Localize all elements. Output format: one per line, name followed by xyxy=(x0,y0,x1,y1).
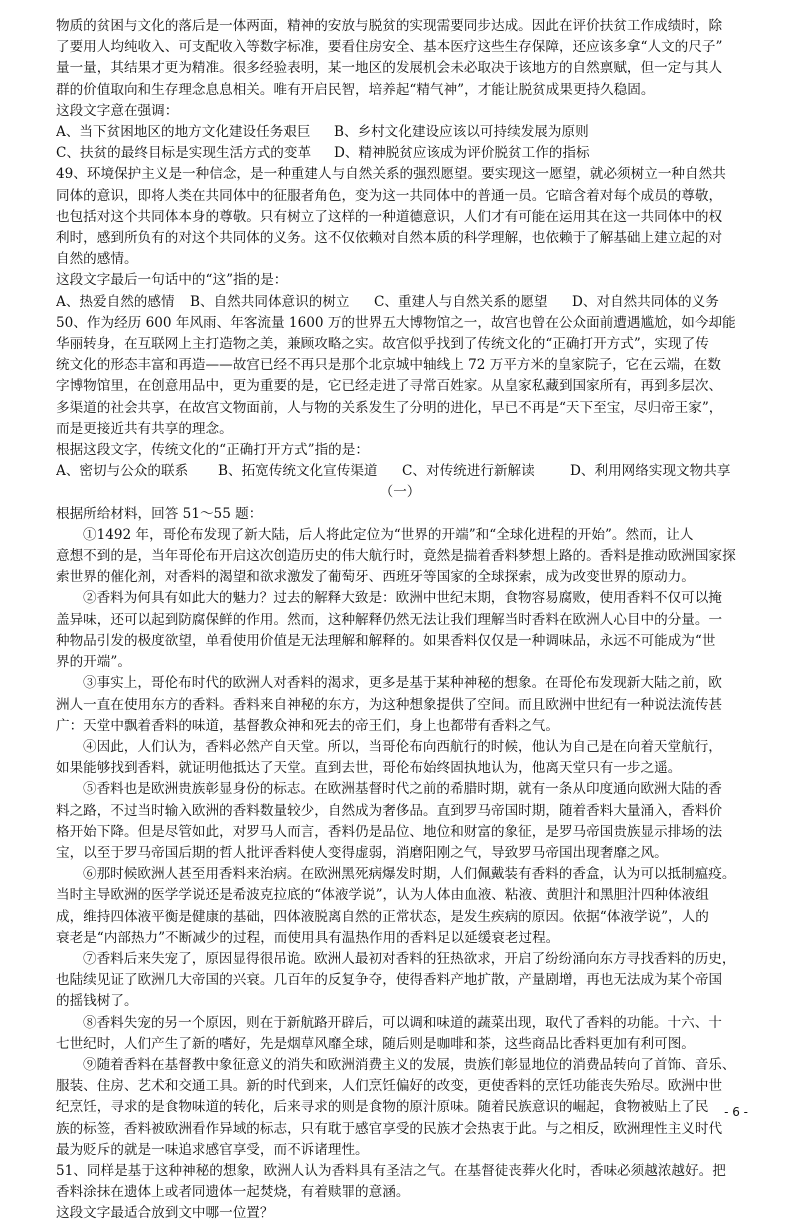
option-d[interactable]: D、对自然共同体的义务 xyxy=(572,293,719,310)
paragraph-9 xyxy=(56,1055,744,1161)
exam-page xyxy=(56,16,744,1225)
paragraph-line: ⑨随着香料在基督教中象征意义的消失和欧洲消费主义的发展，贵族们彰显地位的消费品转向了首饰、音乐、 xyxy=(83,1056,736,1073)
passage-line: 字博物馆里，在创意用品中，更为重要的是，它已经走进了寻常百姓家。从皇家私藏到国家所有，再到多层次、 xyxy=(56,378,723,395)
passage-line: 统文化的形态丰富和再造——故宫已经不再只是那个北京城中轴线上 72 万平方米的皇家院子，它在云端，在数 xyxy=(56,357,721,374)
options-row xyxy=(56,461,744,482)
paragraph-line: 索世界的催化剂，对香料的渴望和欲求激发了葡萄牙、西班牙等国家的全球探索，成为改变世界的原动力。 xyxy=(56,569,695,586)
question-51-passage xyxy=(56,1161,744,1203)
paragraph-line: 宝，以至于罗马帝国后期的哲人批评香料使人变得虚弱，消磨阳刚之气，导致罗马帝国出现奢靡之风。 xyxy=(56,844,668,861)
paragraph-line: 种物品引发的极度欲望，单看使用价值是无法理解和解释的。如果香料仅仅是一种调味品，永远不可能成为“世 xyxy=(56,632,716,649)
paragraph-7 xyxy=(56,949,744,1013)
options-row xyxy=(56,292,744,313)
option-a[interactable]: A、热爱自然的感情 xyxy=(56,293,175,310)
option-b[interactable]: B、拓宽传统文化宣传渠道 xyxy=(218,463,378,480)
question-prompt: 根据这段文字，传统文化的“正确打开方式”指的是： xyxy=(56,442,369,459)
passage-line: 50、作为经历 600 年风雨、年客流量 1600 万的世界五大博物馆之一，故宫也曾在公众面前遭遇尴尬，如今却能 xyxy=(56,314,736,331)
paragraph-line: 也陆续见证了欧洲几大帝国的兴衰。几百年的反复争夺，使得香料产地扩散，产量剧增，再也无法成为某个帝国 xyxy=(56,972,723,989)
paragraph-line: ④因此，人们认为，香料必然产自天堂。所以，当哥伦布向西航行的时候，他认为自己是在向着天堂航行， xyxy=(83,738,722,755)
paragraph-line: ⑦香料后来失宠了，原因显得很吊诡。欧洲人最初对香料的狂热欲求，开启了纷纷涌向东方寻找香料的历史， xyxy=(83,950,736,967)
paragraph-line: ③事实上，哥伦布时代的欧洲人对香料的渴求，更多是基于某种神秘的想象。在哥伦布发现新大陆之前，欧 xyxy=(83,675,722,692)
passage-line: 51、同样是基于这种神秘的想象，欧洲人认为香料具有圣洁之气。在基督徒丧葬火化时，香味必须越浓越好。把 xyxy=(56,1162,726,1179)
paragraph-line: 的摇钱树了。 xyxy=(56,993,138,1010)
paragraph-line: 意想不到的是，当年哥伦布开启这次创造历史的伟大航行时，竟然是揣着香料梦想上路的。香料是推动欧洲国家探 xyxy=(56,548,736,565)
options-row xyxy=(56,143,744,164)
passage-line: 也包括对这个共同体本身的尊敬。只有树立了这样的一种道德意识，人们才有可能在运用其在这一共同体中的权 xyxy=(56,208,723,225)
question-prompt: 这段文字意在强调： xyxy=(56,102,179,119)
passage-line: 自然的感情。 xyxy=(56,251,138,268)
option-a[interactable]: A、密切与公众的联系 xyxy=(56,463,189,480)
paragraph-line: 当时主导欧洲的医学学说还是希波克拉底的“体液学说”，认为人体由血液、粘液、黄胆汁和黑胆汁四种体液组 xyxy=(56,887,709,904)
paragraph-line: 族的标签，香料被欧洲看作异域的标志，只有耽于感官享受的民族才会热衷于此。与之相反，欧洲理性主义时代 xyxy=(56,1120,723,1137)
passage-line: 利时，感到所负有的对这个共同体的义务。这不仅依赖对自然本质的科学理解，也依赖于了解基础上建立起的对 xyxy=(56,230,723,247)
page-number: - 6 - xyxy=(724,1105,748,1119)
paragraph-line: 如果能够找到香料，就证明他抵达了天堂。直到去世，哥伦布始终固执地认为，他离天堂只有一步之遥。 xyxy=(56,760,682,777)
paragraph-line: 洲人一直在使用东方的香料。香料来自神秘的东方，为这种想象提供了空间。而且欧洲中世纪有一种说法流传甚 xyxy=(56,696,723,713)
passage-line: 群的价值取向和生存理念息息相关。唯有开启民智，培养起“精气神”，才能让脱贫成果更持久稳固。 xyxy=(56,81,655,98)
option-d[interactable]: D、利用网络实现文物共享 xyxy=(570,463,731,480)
passage-line: 而是更接近共有共享的理念。 xyxy=(56,420,233,437)
paragraph-line: ⑧香料失宠的另一个原因，则在于新航路开辟后，可以调和味道的蔬菜出现，取代了香料的功能。十六、十 xyxy=(83,1014,722,1031)
question-50-passage xyxy=(56,313,744,440)
passage-line: 同体的意识，即将人类在共同体中的征服者角色，变为这一共同体中的普通一员。它暗含着对每个成员的尊敬， xyxy=(56,187,723,204)
paragraph-4 xyxy=(56,737,744,779)
option-c[interactable]: C、重建人与自然关系的愿望 xyxy=(374,293,548,310)
option-b[interactable]: B、乡村文化建设应该以可持续发展为原则 xyxy=(334,124,589,141)
paragraph-line: 服装、住房、艺术和交通工具。新的时代到来，人们烹饪偏好的改变，更使香料的烹饪功能丧失殆尽。欧洲中世 xyxy=(56,1078,723,1095)
option-b[interactable]: B、自然共同体意识的树立 xyxy=(190,293,350,310)
paragraph-2 xyxy=(56,588,744,673)
passage-line: 华丽转身，在互联网上主打造物之美，兼顾攻略之实。故宫似乎找到了传统文化的“正确打开方式”，实现了传 xyxy=(56,336,709,353)
paragraph-line: ⑤香料也是欧洲贵族彰显身份的标志。在欧洲基督时代之前的希腊时期，就有一条从印度通向欧洲大陆的香 xyxy=(83,781,722,798)
paragraph-line: ②香料为何具有如此大的魅力？过去的解释大致是：欧洲中世纪末期，食物容易腐败，使用香料不仅可以掩 xyxy=(83,590,722,607)
paragraph-line: 衰老是“内部热力”不断减少的过程，而使用具有温热作用的香料足以延缓衰老过程。 xyxy=(56,929,560,946)
paragraph-line: 最为贬斥的就是一味追求感官享受，而不诉诸理性。 xyxy=(56,1141,369,1158)
section-marker: （一） xyxy=(379,484,421,501)
passage-line: 多渠道的社会共享，在故宫文物面前，人与物的关系发生了分明的进化，早已不再是“天下至宝，尽归帝王家”， xyxy=(56,399,723,416)
option-a[interactable]: A、当下贫困地区的地方文化建设任务艰巨 xyxy=(56,124,311,141)
paragraph-line: ⑥那时候欧洲人甚至用香料来治病。在欧洲黑死病爆发时期，人们佩戴装有香料的香盒，认为可以抵制瘟疫。 xyxy=(83,866,736,883)
paragraph-1 xyxy=(56,525,744,589)
paragraph-6 xyxy=(56,864,744,949)
material-instruction: 根据所给材料，回答 51～55 题： xyxy=(56,505,263,522)
paragraph-line: 盖异味，还可以起到防腐保鲜的作用。然而，这种解释仍然无法让我们理解当时香料在欧洲人心目中的分量。一 xyxy=(56,611,723,628)
paragraph-line: ①1492 年，哥伦布发现了新大陆，后人将此定位为“世界的开端”和“全球化进程的开始”。然而，让人 xyxy=(83,526,694,543)
passage-line: 49、环境保护主义是一种信念，是一种重建人与自然关系的强烈愿望。要实现这一愿望，就必须树立一种自然共 xyxy=(56,166,726,183)
passage-line: 量一量，其结果才更为精准。很多经验表明，某一地区的发展机会未必取决于该地方的自然禀赋，但一定与其人 xyxy=(56,60,723,77)
option-c[interactable]: C、对传统进行新解读 xyxy=(402,463,535,480)
paragraph-3 xyxy=(56,673,744,737)
passage-line: 香料涂抹在遗体上或者同遗体一起焚烧，有着赎罪的意涵。 xyxy=(56,1184,410,1201)
paragraph-line: 界的开端”。 xyxy=(56,654,131,671)
paragraph-line: 格开始下降。但是尽管如此，对罗马人而言，香料仍是品位、地位和财富的象征，是罗马帝国贵族显示排场的法 xyxy=(56,823,723,840)
paragraph-5 xyxy=(56,779,744,864)
option-c[interactable]: C、扶贫的最终目标是实现生活方式的变革 xyxy=(56,145,312,162)
passage-line: 了要用人均纯收入、可支配收入等数字标准，要看住房安全、基本医疗这些生存保障，还应该多拿“人文的尺子” xyxy=(56,39,723,56)
question-prompt: 这段文字最适合放到文中哪一位置？ xyxy=(56,1205,274,1222)
options-row xyxy=(56,122,744,143)
intro-passage xyxy=(56,16,744,101)
question-prompt: 这段文字最后一句话中的“这”指的是： xyxy=(56,272,288,289)
paragraph-line: 成，维持四体液平衡是健康的基础，四体液脱离自然的正常状态，是发生疾病的原因。依据“体液学说”，人的 xyxy=(56,908,709,925)
paragraph-line: 纪烹饪，寻求的是食物味道的转化，后来寻求的则是食物的原汁原味。随着民族意识的崛起，食物被贴上了民 xyxy=(56,1099,709,1116)
option-d[interactable]: D、精神脱贫应该成为评价脱贫工作的指标 xyxy=(334,145,590,162)
paragraph-line: 料之路，不过当时输入欧洲的香料数量较少，自然成为奢侈品。直到罗马帝国时期，随着香料大量涌入，香料价 xyxy=(56,802,723,819)
paragraph-line: 七世纪时，人们产生了新的嗜好，先是烟草风靡全球，随后则是咖啡和茶，这些商品比香料更加有利可图。 xyxy=(56,1035,695,1052)
passage-line: 物质的贫困与文化的落后是一体两面，精神的安放与脱贫的实现需要同步达成。因此在评价扶贫工作成绩时，除 xyxy=(56,18,723,34)
paragraph-8 xyxy=(56,1013,744,1055)
paragraph-line: 广：天堂中飘着香料的味道，基督教众神和死去的帝王们，身上也都带有香料之气。 xyxy=(56,717,559,734)
question-49-passage xyxy=(56,164,744,270)
